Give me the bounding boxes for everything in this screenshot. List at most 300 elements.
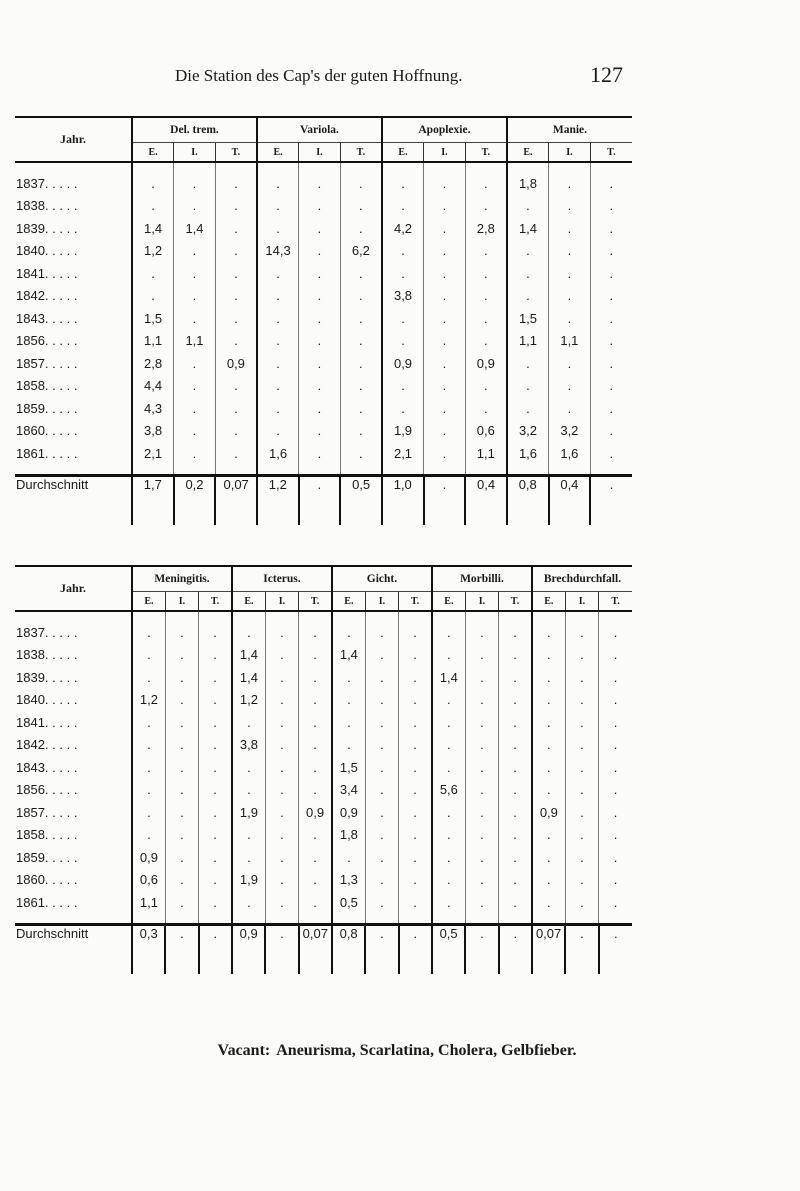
value-cell: . — [432, 734, 465, 757]
average-value-cell: 0,5 — [340, 475, 382, 525]
value-cell: 1,4 — [432, 666, 465, 689]
sub-column-header: E. — [432, 592, 465, 612]
value-cell: . — [299, 689, 332, 712]
sub-column-header: T. — [465, 143, 507, 163]
value-cell: 6,2 — [340, 240, 382, 263]
value-cell: . — [232, 891, 265, 914]
value-cell: . — [265, 711, 298, 734]
value-cell: . — [340, 172, 382, 195]
value-cell: . — [174, 195, 216, 218]
value-cell: . — [215, 172, 257, 195]
value-cell: 1,2 — [132, 240, 174, 263]
value-cell: . — [465, 172, 507, 195]
sub-column-header: E. — [132, 592, 165, 612]
value-cell: . — [132, 734, 165, 757]
value-cell: . — [299, 756, 332, 779]
average-value-cell: 0,07 — [299, 924, 332, 974]
value-cell: . — [174, 420, 216, 443]
value-cell: . — [599, 801, 632, 824]
value-cell: . — [199, 666, 232, 689]
value-cell: . — [215, 285, 257, 308]
value-cell: . — [465, 666, 498, 689]
value-cell: . — [549, 240, 591, 263]
value-cell: . — [299, 666, 332, 689]
value-cell: . — [399, 734, 432, 757]
value-cell: . — [365, 644, 398, 667]
value-cell: . — [382, 397, 424, 420]
value-cell: . — [465, 891, 498, 914]
average-value-cell: 1,7 — [132, 475, 174, 525]
value-cell: . — [399, 756, 432, 779]
value-cell: . — [365, 891, 398, 914]
value-cell: . — [465, 711, 498, 734]
value-cell: . — [365, 666, 398, 689]
value-cell: . — [340, 330, 382, 353]
average-value-cell: 0,3 — [132, 924, 165, 974]
value-cell: . — [165, 689, 198, 712]
value-cell: . — [299, 262, 341, 285]
table-row — [15, 262, 632, 285]
year-cell: 1842. . . . . — [16, 737, 78, 753]
value-cell: . — [549, 375, 591, 398]
value-cell: . — [199, 824, 232, 847]
value-cell: . — [165, 801, 198, 824]
value-cell: . — [165, 846, 198, 869]
value-cell: . — [174, 375, 216, 398]
value-cell: . — [199, 756, 232, 779]
value-cell: . — [599, 891, 632, 914]
year-cell: 1858. . . . . — [16, 378, 78, 394]
value-cell: . — [382, 195, 424, 218]
value-cell: . — [299, 195, 341, 218]
value-cell: 5,6 — [432, 779, 465, 802]
average-value-cell: . — [424, 475, 466, 525]
group-header-row — [15, 117, 632, 143]
average-value-cell: . — [499, 924, 532, 974]
value-cell: . — [132, 801, 165, 824]
value-cell: . — [532, 666, 565, 689]
value-cell: 2,1 — [132, 442, 174, 465]
value-cell: . — [499, 666, 532, 689]
value-cell: . — [549, 217, 591, 240]
year-cell: 1861. . . . . — [16, 894, 78, 910]
value-cell: 1,6 — [507, 442, 549, 465]
year-cell: 1859. . . . . — [16, 849, 78, 865]
value-cell: 2,1 — [382, 442, 424, 465]
table-row — [15, 666, 632, 689]
value-cell: . — [382, 375, 424, 398]
statistics-table-1 — [15, 116, 632, 525]
value-cell: . — [132, 195, 174, 218]
average-value-cell: . — [265, 924, 298, 974]
value-cell: . — [132, 262, 174, 285]
value-cell: 1,1 — [549, 330, 591, 353]
value-cell: 3,2 — [507, 420, 549, 443]
value-cell: . — [257, 217, 299, 240]
value-cell: . — [215, 330, 257, 353]
value-cell: . — [590, 172, 632, 195]
year-cell: 1856. . . . . — [16, 333, 78, 349]
value-cell: . — [499, 824, 532, 847]
value-cell: . — [132, 756, 165, 779]
sub-column-header: E. — [232, 592, 265, 612]
value-cell: . — [174, 442, 216, 465]
value-cell: . — [532, 824, 565, 847]
value-cell: . — [590, 195, 632, 218]
value-cell: . — [565, 756, 598, 779]
value-cell: . — [532, 869, 565, 892]
value-cell: . — [299, 621, 332, 644]
value-cell: . — [424, 285, 466, 308]
value-cell: . — [265, 666, 298, 689]
year-cell: 1859. . . . . — [16, 400, 78, 416]
value-cell: . — [165, 711, 198, 734]
value-cell: . — [265, 779, 298, 802]
value-cell: . — [507, 262, 549, 285]
disease-group-header: Meningitis. — [132, 566, 232, 592]
value-cell: . — [165, 734, 198, 757]
value-cell: . — [565, 666, 598, 689]
value-cell: . — [499, 869, 532, 892]
value-cell: 0,9 — [532, 801, 565, 824]
value-cell: 1,6 — [549, 442, 591, 465]
value-cell: . — [340, 307, 382, 330]
value-cell: . — [465, 734, 498, 757]
value-cell: . — [199, 644, 232, 667]
value-cell: 0,6 — [132, 869, 165, 892]
average-value-cell: . — [565, 924, 598, 974]
value-cell: . — [424, 195, 466, 218]
value-cell: . — [340, 262, 382, 285]
sub-column-header: T. — [599, 592, 632, 612]
value-cell: . — [199, 869, 232, 892]
table-row — [15, 397, 632, 420]
disease-group-header: Morbilli. — [432, 566, 532, 592]
sub-column-header: T. — [199, 592, 232, 612]
value-cell: 0,9 — [132, 846, 165, 869]
value-cell: . — [507, 375, 549, 398]
value-cell: . — [265, 891, 298, 914]
value-cell: . — [257, 195, 299, 218]
value-cell: 0,5 — [332, 891, 365, 914]
value-cell: 1,4 — [232, 644, 265, 667]
value-cell: . — [499, 891, 532, 914]
value-cell: . — [399, 689, 432, 712]
year-cell: 1843. . . . . — [16, 759, 78, 775]
value-cell: . — [507, 285, 549, 308]
value-cell: . — [232, 621, 265, 644]
average-row — [15, 475, 632, 525]
value-cell: . — [382, 240, 424, 263]
value-cell: . — [465, 621, 498, 644]
value-cell: . — [215, 217, 257, 240]
table-row — [15, 420, 632, 443]
value-cell: . — [424, 307, 466, 330]
table-row — [15, 734, 632, 757]
value-cell: . — [399, 644, 432, 667]
value-cell: . — [399, 711, 432, 734]
value-cell: 0,6 — [465, 420, 507, 443]
value-cell: . — [590, 375, 632, 398]
value-cell: 3,8 — [132, 420, 174, 443]
table-row — [15, 644, 632, 667]
value-cell: . — [382, 262, 424, 285]
year-cell: 1838. . . . . — [16, 198, 78, 214]
average-label: Durchschnitt — [15, 475, 132, 525]
value-cell: 1,2 — [132, 689, 165, 712]
value-cell: . — [365, 711, 398, 734]
value-cell: . — [174, 262, 216, 285]
table-row — [15, 375, 632, 398]
value-cell: . — [424, 330, 466, 353]
value-cell: . — [165, 621, 198, 644]
value-cell: . — [215, 195, 257, 218]
sub-column-header: I. — [465, 592, 498, 612]
value-cell: . — [257, 307, 299, 330]
sub-column-header: T. — [590, 143, 632, 163]
value-cell: . — [340, 442, 382, 465]
value-cell: . — [424, 352, 466, 375]
value-cell: . — [590, 420, 632, 443]
value-cell: . — [532, 734, 565, 757]
value-cell: . — [257, 397, 299, 420]
value-cell: 2,8 — [465, 217, 507, 240]
average-value-cell: . — [199, 924, 232, 974]
value-cell: . — [232, 779, 265, 802]
value-cell: . — [165, 869, 198, 892]
year-cell: 1838. . . . . — [16, 647, 78, 663]
value-cell: . — [465, 285, 507, 308]
average-value-cell: 0,07 — [215, 475, 257, 525]
value-cell: 3,8 — [382, 285, 424, 308]
value-cell: . — [299, 824, 332, 847]
value-cell: . — [365, 824, 398, 847]
value-cell: . — [565, 711, 598, 734]
table-row — [15, 442, 632, 465]
value-cell: . — [565, 846, 598, 869]
value-cell: . — [424, 375, 466, 398]
vacant-label: Vacant: — [217, 1042, 271, 1059]
year-cell: 1842. . . . . — [16, 288, 78, 304]
value-cell: . — [465, 824, 498, 847]
value-cell: . — [399, 891, 432, 914]
value-cell: . — [532, 711, 565, 734]
value-cell: 1,1 — [465, 442, 507, 465]
average-value-cell: . — [465, 924, 498, 974]
value-cell: . — [424, 442, 466, 465]
value-cell: . — [332, 666, 365, 689]
value-cell: . — [340, 375, 382, 398]
value-cell: 1,5 — [332, 756, 365, 779]
value-cell: . — [532, 621, 565, 644]
disease-group-header: Icterus. — [232, 566, 332, 592]
value-cell: . — [174, 172, 216, 195]
value-cell: . — [299, 779, 332, 802]
value-cell: . — [565, 779, 598, 802]
value-cell: . — [465, 240, 507, 263]
table-row — [15, 285, 632, 308]
value-cell: . — [465, 801, 498, 824]
value-cell: . — [465, 262, 507, 285]
value-cell: . — [590, 397, 632, 420]
value-cell: . — [299, 240, 341, 263]
disease-group-header: Apoplexie. — [382, 117, 507, 143]
value-cell: 1,1 — [507, 330, 549, 353]
value-cell: . — [465, 869, 498, 892]
value-cell: . — [257, 172, 299, 195]
value-cell: . — [174, 285, 216, 308]
sub-column-header: E. — [257, 143, 299, 163]
table-row — [15, 779, 632, 802]
value-cell: . — [299, 644, 332, 667]
value-cell: . — [165, 644, 198, 667]
table-row — [15, 307, 632, 330]
value-cell: . — [132, 779, 165, 802]
value-cell: . — [215, 262, 257, 285]
value-cell: . — [382, 330, 424, 353]
value-cell: . — [215, 442, 257, 465]
average-value-cell: 0,9 — [232, 924, 265, 974]
value-cell: . — [132, 621, 165, 644]
value-cell: . — [565, 891, 598, 914]
value-cell: . — [432, 756, 465, 779]
average-value-cell: 0,4 — [465, 475, 507, 525]
value-cell: 2,8 — [132, 352, 174, 375]
year-cell: 1837. . . . . — [16, 175, 78, 191]
page-header — [0, 62, 640, 92]
value-cell: . — [499, 689, 532, 712]
year-cell: 1856. . . . . — [16, 782, 78, 798]
value-cell: . — [257, 352, 299, 375]
value-cell: 1,4 — [507, 217, 549, 240]
value-cell: . — [365, 734, 398, 757]
value-cell: . — [299, 307, 341, 330]
value-cell: . — [215, 240, 257, 263]
value-cell: . — [199, 891, 232, 914]
value-cell: . — [132, 666, 165, 689]
value-cell: . — [265, 621, 298, 644]
value-cell: . — [265, 689, 298, 712]
value-cell: . — [299, 846, 332, 869]
value-cell: . — [299, 375, 341, 398]
sub-column-header: T. — [215, 143, 257, 163]
value-cell: . — [590, 352, 632, 375]
value-cell: . — [399, 869, 432, 892]
value-cell: 1,9 — [232, 801, 265, 824]
value-cell: 0,9 — [382, 352, 424, 375]
average-value-cell: 1,0 — [382, 475, 424, 525]
value-cell: . — [265, 869, 298, 892]
table-row — [15, 846, 632, 869]
value-cell: . — [432, 689, 465, 712]
value-cell: 0,9 — [332, 801, 365, 824]
disease-group-header: Del. trem. — [132, 117, 257, 143]
value-cell: . — [432, 869, 465, 892]
average-value-cell: . — [165, 924, 198, 974]
sub-column-header: I. — [165, 592, 198, 612]
table-row — [15, 869, 632, 892]
table-row — [15, 217, 632, 240]
value-cell: . — [365, 779, 398, 802]
average-value-cell: 0,07 — [532, 924, 565, 974]
value-cell: . — [432, 711, 465, 734]
average-value-cell: . — [299, 475, 341, 525]
year-cell: 1861. . . . . — [16, 445, 78, 461]
year-cell: 1840. . . . . — [16, 692, 78, 708]
value-cell: . — [532, 689, 565, 712]
value-cell: . — [232, 846, 265, 869]
value-cell: . — [499, 756, 532, 779]
value-cell: . — [565, 621, 598, 644]
year-cell: 1839. . . . . — [16, 220, 78, 236]
value-cell: . — [340, 195, 382, 218]
value-cell: . — [299, 352, 341, 375]
value-cell: 1,2 — [232, 689, 265, 712]
value-cell: . — [499, 734, 532, 757]
value-cell: 1,1 — [174, 330, 216, 353]
value-cell: 4,2 — [382, 217, 424, 240]
value-cell: 1,1 — [132, 891, 165, 914]
average-label: Durchschnitt — [15, 924, 132, 974]
value-cell: . — [257, 375, 299, 398]
table-row — [15, 689, 632, 712]
table-row — [15, 172, 632, 195]
sub-column-header: I. — [424, 143, 466, 163]
value-cell: . — [340, 352, 382, 375]
value-cell: 1,3 — [332, 869, 365, 892]
value-cell: 1,8 — [507, 172, 549, 195]
value-cell: . — [465, 330, 507, 353]
value-cell: 1,4 — [332, 644, 365, 667]
value-cell: . — [340, 285, 382, 308]
value-cell: . — [199, 621, 232, 644]
average-row — [15, 924, 632, 974]
value-cell: . — [565, 824, 598, 847]
value-cell: . — [299, 285, 341, 308]
year-cell: 1843. . . . . — [16, 310, 78, 326]
value-cell: 3,4 — [332, 779, 365, 802]
spacer-row — [15, 914, 632, 925]
table-row — [15, 824, 632, 847]
year-cell: 1860. . . . . — [16, 872, 78, 888]
average-value-cell: 1,2 — [257, 475, 299, 525]
value-cell: . — [132, 644, 165, 667]
value-cell: . — [132, 711, 165, 734]
value-cell: . — [340, 420, 382, 443]
value-cell: . — [265, 756, 298, 779]
value-cell: 1,5 — [507, 307, 549, 330]
value-cell: . — [549, 397, 591, 420]
value-cell: . — [507, 240, 549, 263]
value-cell: . — [299, 330, 341, 353]
value-cell: . — [465, 644, 498, 667]
value-cell: . — [499, 779, 532, 802]
value-cell: . — [340, 217, 382, 240]
value-cell: . — [299, 397, 341, 420]
value-cell: . — [424, 397, 466, 420]
value-cell: . — [499, 801, 532, 824]
sub-column-header: E. — [332, 592, 365, 612]
table-row — [15, 195, 632, 218]
table-row — [15, 801, 632, 824]
value-cell: . — [465, 375, 507, 398]
value-cell: . — [424, 240, 466, 263]
value-cell: . — [424, 420, 466, 443]
disease-group-header: Variola. — [257, 117, 382, 143]
value-cell: . — [365, 621, 398, 644]
value-cell: . — [565, 644, 598, 667]
year-column-header: Jahr. — [15, 566, 132, 611]
